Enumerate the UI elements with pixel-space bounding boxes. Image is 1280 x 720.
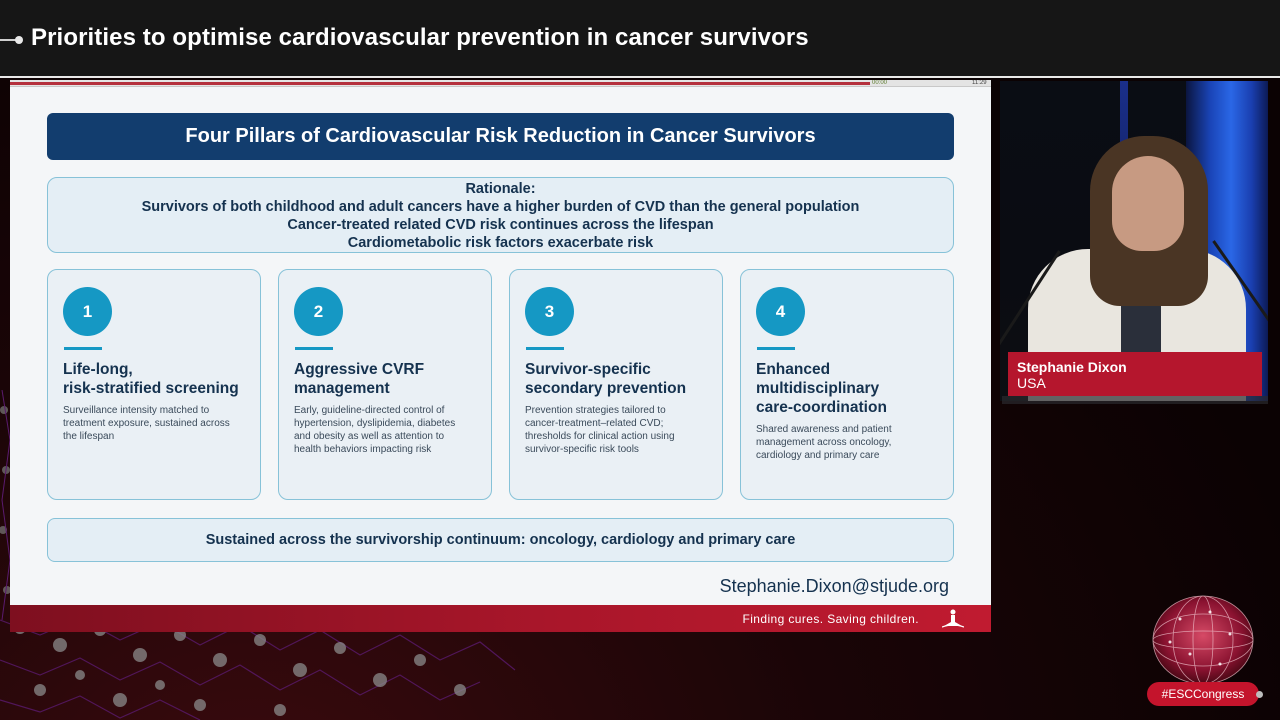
lower-third-shadow xyxy=(1002,396,1268,404)
pillar-desc-line: management across oncology, xyxy=(756,437,892,448)
rationale-line: Survivors of both childhood and adult cancers have a higher burden of CVD than the general population xyxy=(141,199,860,215)
rationale-line: Cancer-treated related CVD risk continues across the lifespan xyxy=(287,217,714,233)
hashtag-dot-icon xyxy=(1256,691,1263,698)
footer-tagline: Finding cures. Saving children. xyxy=(742,612,919,626)
pillar-desc-line: Prevention strategies tailored to xyxy=(525,405,666,416)
pillar-description xyxy=(294,404,484,456)
pillar-accent-line xyxy=(295,347,333,350)
pillar-accent-line xyxy=(64,347,102,350)
pillar-number-badge: 1 xyxy=(63,287,112,336)
pillar-title xyxy=(63,360,258,398)
pillar-title-line: care-coordination xyxy=(756,399,887,416)
pillar-card-4 xyxy=(740,269,954,500)
title-bullet-line xyxy=(0,39,16,41)
pillar-desc-line: and obesity as well as attention to xyxy=(294,431,445,442)
pillar-card-1 xyxy=(47,269,261,500)
st-jude-logo-icon xyxy=(942,608,964,629)
rationale-box xyxy=(47,177,954,253)
rationale-line: Cardiometabolic risk factors exacerbate risk xyxy=(347,235,654,251)
presentation-slide xyxy=(10,80,991,632)
pillar-number-badge: 4 xyxy=(756,287,805,336)
slide-timer-elapsed: 00:00 xyxy=(872,80,888,86)
pillar-desc-line: treatment exposure, sustained across xyxy=(63,418,230,429)
pillar-title-line: management xyxy=(294,380,390,397)
pillar-desc-line: Surveillance intensity matched to xyxy=(63,405,210,416)
speaker-lower-third xyxy=(1008,352,1262,396)
slide-header: Four Pillars of Cardiovascular Risk Reduction in Cancer Survivors xyxy=(47,113,954,160)
pillar-title-line: multidisciplinary xyxy=(756,380,880,397)
slide-footer xyxy=(10,605,991,632)
pillar-description xyxy=(63,404,253,443)
pillar-desc-line: survivor-specific risk tools xyxy=(525,444,639,455)
pillar-description xyxy=(756,423,946,462)
slide-timer-total: 11:29 xyxy=(972,80,987,86)
session-title: Priorities to optimise cardiovascular prevention in cancer survivors xyxy=(31,24,809,51)
pillar-title-line: Life-long, xyxy=(63,361,133,378)
pillar-accent-line xyxy=(757,347,795,350)
pillar-title-line: secondary prevention xyxy=(525,380,687,397)
pillar-title xyxy=(525,360,720,398)
pillar-accent-line xyxy=(526,347,564,350)
pillar-desc-line: cancer-treatment–related CVD; xyxy=(525,418,664,429)
pillar-desc-line: Early, guideline-directed control of xyxy=(294,405,445,416)
slide-progress-bar xyxy=(10,82,870,85)
pillar-desc-line: thresholds for clinical action using xyxy=(525,431,675,442)
title-bullet-dot-icon xyxy=(15,36,23,44)
pillar-desc-line: cardiology and primary care xyxy=(756,450,880,461)
pillar-title xyxy=(756,360,951,417)
pillar-card-2 xyxy=(278,269,492,500)
pillar-title-line: risk-stratified screening xyxy=(63,380,239,397)
session-title-bar xyxy=(0,0,1280,76)
bottom-statement: Sustained across the survivorship continuum: oncology, cardiology and primary care xyxy=(47,518,954,562)
speaker-country: USA xyxy=(1017,375,1046,391)
pillar-title-line: Aggressive CVRF xyxy=(294,361,425,378)
pillar-desc-line: the lifespan xyxy=(63,431,115,442)
title-divider xyxy=(0,76,1280,78)
pillar-desc-line: hypertension, dyslipidemia, diabetes xyxy=(294,418,456,429)
speaker-email: Stephanie.Dixon@stjude.org xyxy=(719,576,949,596)
pillar-number-badge: 3 xyxy=(525,287,574,336)
pillar-card-3 xyxy=(509,269,723,500)
pillar-number-badge: 2 xyxy=(294,287,343,336)
pillar-title-line: Survivor-specific xyxy=(525,361,651,378)
pillar-desc-line: Shared awareness and patient xyxy=(756,424,892,435)
speaker-name: Stephanie Dixon xyxy=(1017,359,1127,375)
pillar-description xyxy=(525,404,715,456)
speaker-face xyxy=(1112,156,1184,251)
rationale-label: Rationale: xyxy=(465,181,536,197)
hashtag-badge: #ESCCongress xyxy=(1147,682,1259,706)
pillar-title-line: Enhanced xyxy=(756,361,831,378)
globe-network-icon xyxy=(1150,594,1256,686)
pillar-desc-line: health behaviors impacting risk xyxy=(294,444,432,455)
pillar-title xyxy=(294,360,489,398)
